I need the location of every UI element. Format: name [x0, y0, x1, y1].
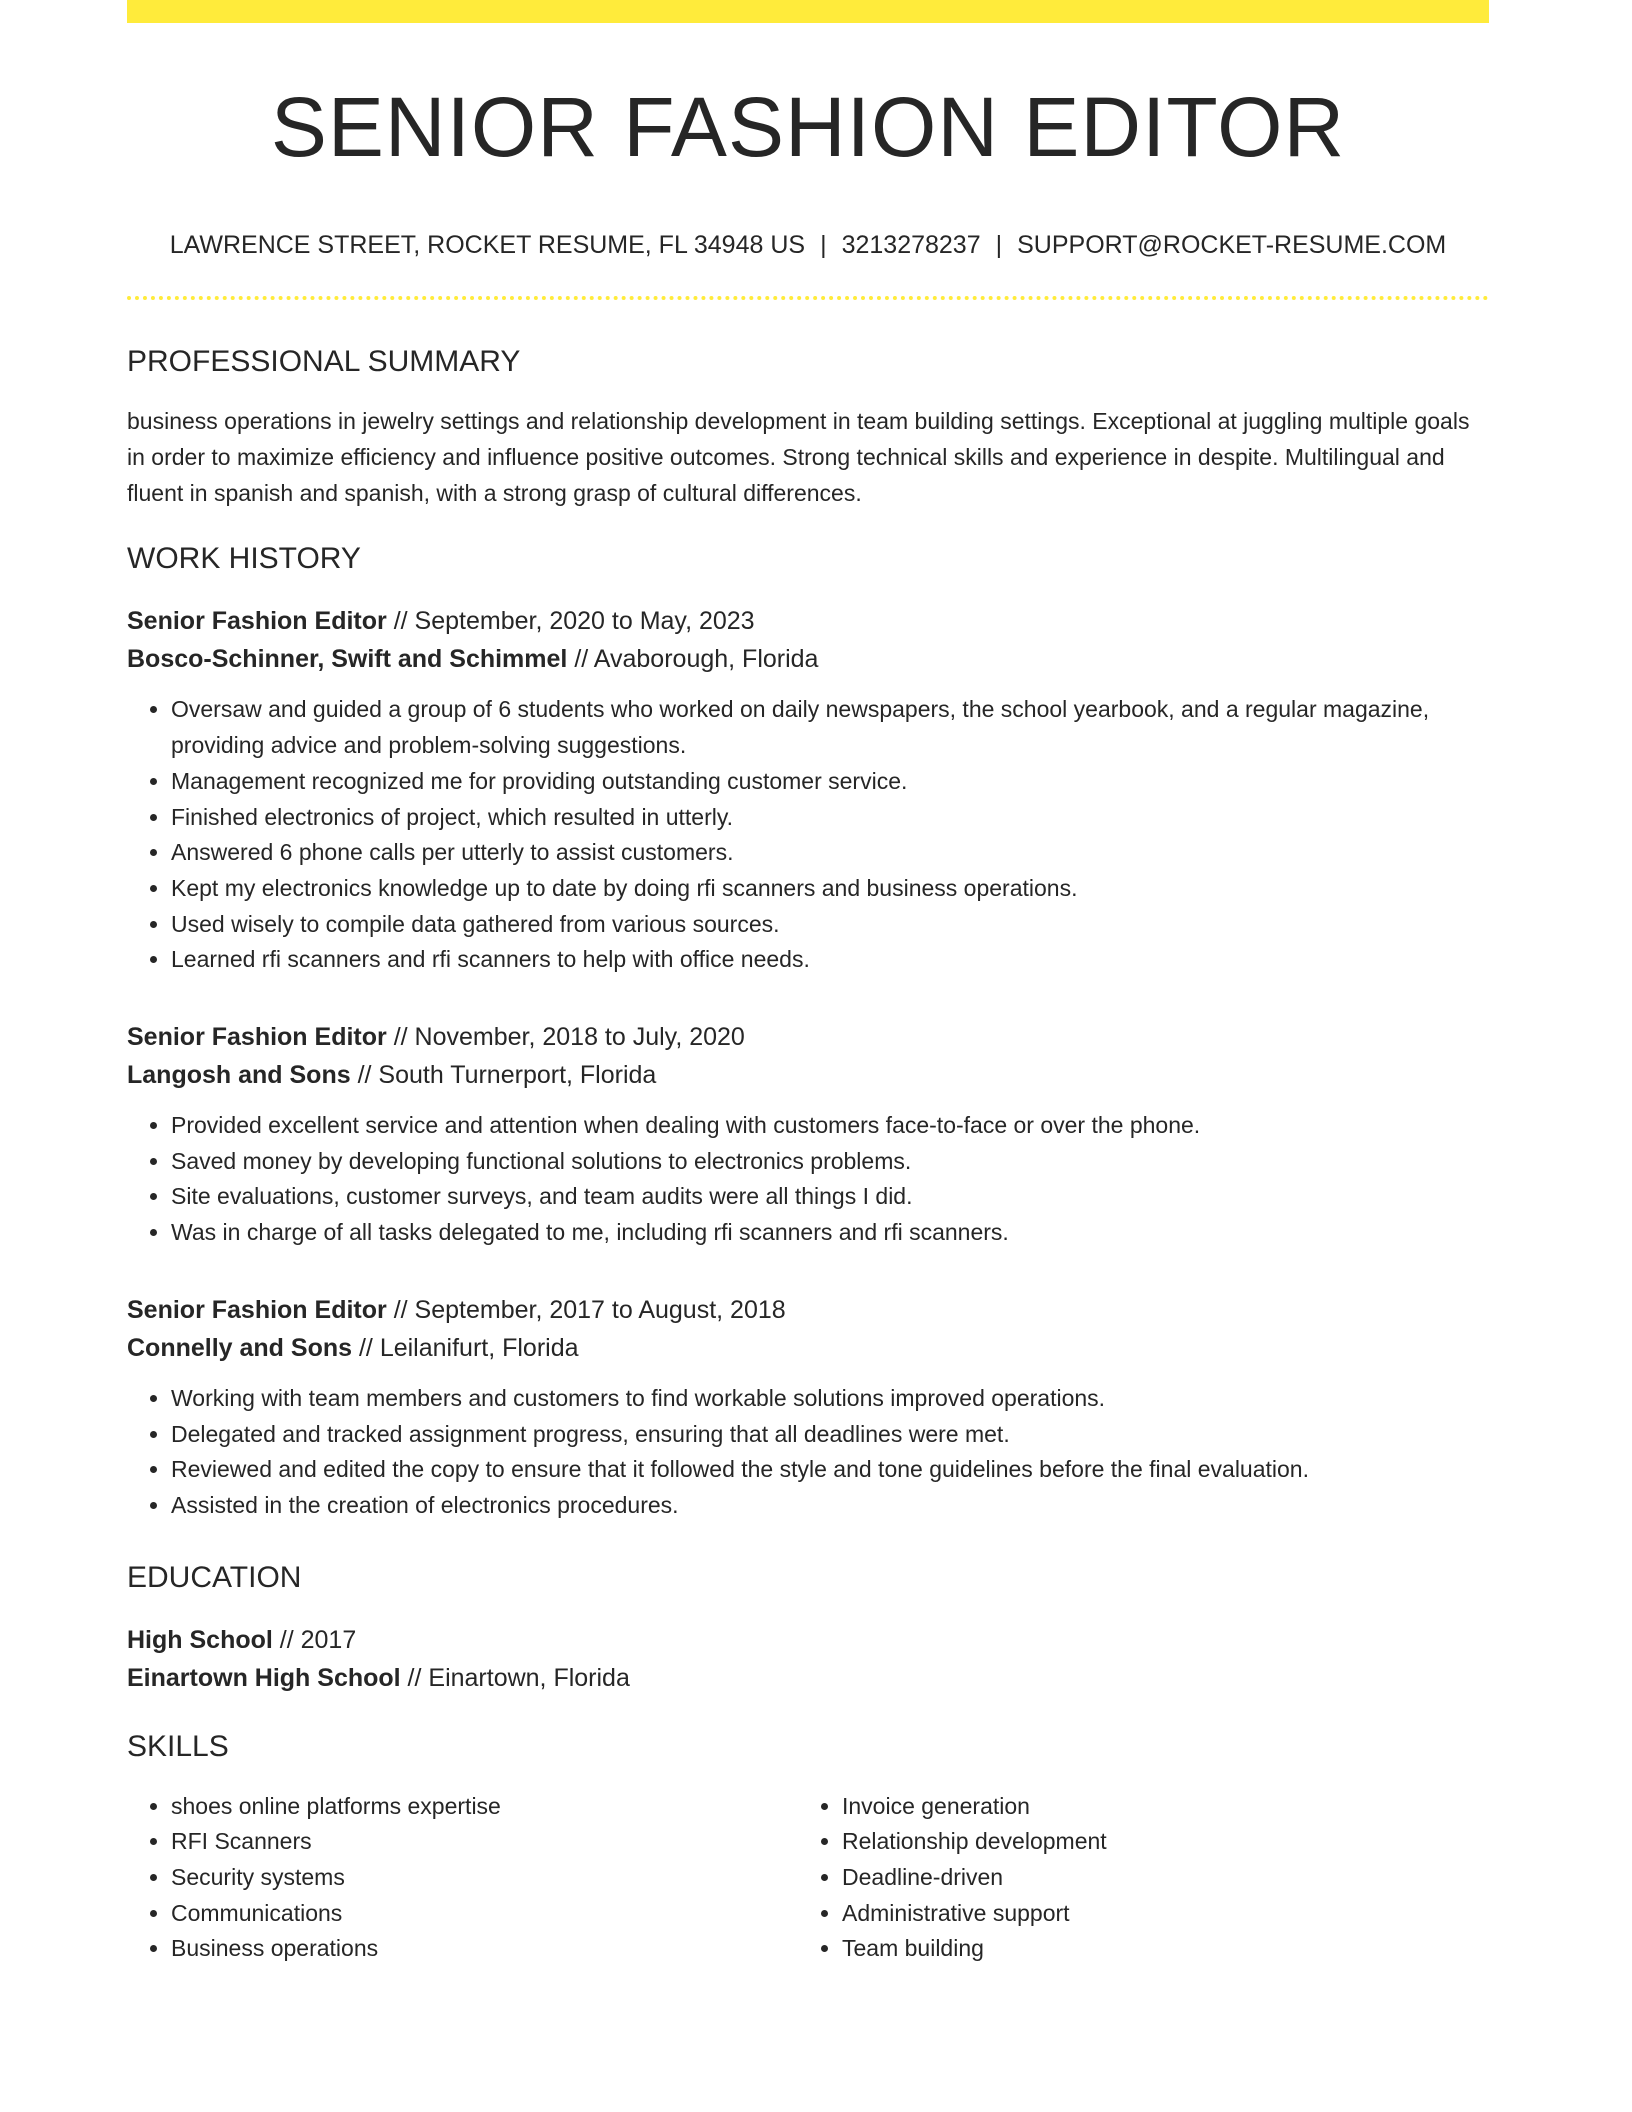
job-location: // South Turnerport, Florida	[350, 1061, 657, 1090]
contact-address: LAWRENCE STREET, ROCKET RESUME, FL 34948 US	[169, 231, 806, 260]
dotted-divider	[127, 296, 1489, 300]
job-company: Bosco-Schinner, Swift and Schimmel	[127, 645, 568, 674]
job-title: Senior Fashion Editor	[127, 1295, 387, 1324]
job-title-line	[127, 1291, 1489, 1329]
skills-grid	[127, 1789, 1489, 1968]
top-accent-bar	[127, 0, 1489, 23]
job-location: // Avaborough, Florida	[567, 645, 819, 674]
job-bullets	[127, 1381, 1489, 1524]
contact-separator: |	[995, 231, 1003, 260]
job-dates: // November, 2018 to July, 2020	[386, 1023, 745, 1052]
job-bullet: • Assisted in the creation of electronics procedures.	[171, 1488, 1489, 1524]
skills-heading: SKILLS	[127, 1729, 229, 1763]
job-bullet: • Provided excellent service and attention when dealing with customers face-to-face or over the phone.	[171, 1108, 1489, 1144]
job-company: Langosh and Sons	[127, 1061, 351, 1090]
skill-item: • Team building	[842, 1931, 1469, 1967]
education-degree-line	[127, 1621, 1489, 1659]
job-entry	[127, 1291, 1489, 1524]
job-title-line	[127, 1018, 1489, 1056]
job-company: Connelly and Sons	[127, 1333, 353, 1362]
work-history-heading: WORK HISTORY	[127, 542, 361, 576]
skills-column-left	[127, 1789, 798, 1968]
education-year: // 2017	[272, 1625, 357, 1654]
summary-text: business operations in jewelry settings and relationship development in team building settings. Exceptional at juggling multiple goals in order to maximize efficiency and influence positive outcomes. Strong technical skills and experience in despite. Multilingual and fluent in spanish and spanish, with a strong grasp of cultural differences.	[127, 408, 1470, 507]
skill-item: • shoes online platforms expertise	[171, 1789, 798, 1825]
job-location: // Leilanifurt, Florida	[352, 1333, 579, 1362]
job-bullet: • Kept my electronics knowledge up to date by doing rfi scanners and business operations.	[171, 871, 1489, 907]
job-bullet: • Answered 6 phone calls per utterly to assist customers.	[171, 835, 1489, 871]
contact-line	[127, 230, 1489, 260]
job-bullet: • Site evaluations, customer surveys, and team audits were all things I did.	[171, 1179, 1489, 1215]
education-degree: High School	[127, 1625, 273, 1654]
job-bullet: • Working with team members and customers to find workable solutions improved operations.	[171, 1381, 1489, 1417]
job-bullet: • Oversaw and guided a group of 6 students who worked on daily newspapers, the school yearbook, and a regular magazine, providing advice and problem-solving suggestions.	[171, 692, 1489, 763]
job-company-line	[127, 640, 1489, 678]
job-dates: // September, 2017 to August, 2018	[386, 1295, 786, 1324]
job-bullets	[127, 1108, 1489, 1251]
skill-item: • Security systems	[171, 1860, 798, 1896]
job-title: Senior Fashion Editor	[127, 1023, 387, 1052]
job-bullet: • Management recognized me for providing outstanding customer service.	[171, 764, 1489, 800]
job-entry	[127, 602, 1489, 978]
job-bullet: • Finished electronics of project, which resulted in utterly.	[171, 800, 1489, 836]
job-company-line	[127, 1056, 1489, 1094]
job-bullet: • Learned rfi scanners and rfi scanners to help with office needs.	[171, 942, 1489, 978]
job-title: Senior Fashion Editor	[127, 607, 387, 636]
skill-item: • Communications	[171, 1896, 798, 1932]
skill-item: • Relationship development	[842, 1824, 1469, 1860]
skills-list	[798, 1789, 1469, 1968]
job-bullet: • Was in charge of all tasks delegated to me, including rfi scanners and rfi scanners.	[171, 1215, 1489, 1251]
job-bullet: • Reviewed and edited the copy to ensure that it followed the style and tone guidelines before the final evaluation.	[171, 1452, 1489, 1488]
contact-email: SUPPORT@ROCKET-RESUME.COM	[1017, 231, 1447, 260]
resume-name: SENIOR FASHION EDITOR	[270, 80, 1346, 174]
job-bullet: • Used wisely to compile data gathered from various sources.	[171, 907, 1489, 943]
skill-item: • Administrative support	[842, 1896, 1469, 1932]
education-school-line	[127, 1659, 1489, 1697]
skills-column-right	[798, 1789, 1469, 1968]
job-entry	[127, 1018, 1489, 1251]
skill-item: • Invoice generation	[842, 1789, 1469, 1825]
education-heading: EDUCATION	[127, 1560, 302, 1594]
skill-item: • RFI Scanners	[171, 1824, 798, 1860]
education-school: Einartown High School	[127, 1663, 401, 1692]
education-entry	[127, 1621, 1489, 1697]
skill-item: • Deadline-driven	[842, 1860, 1469, 1896]
job-dates: // September, 2020 to May, 2023	[386, 607, 755, 636]
contact-separator: |	[820, 231, 827, 260]
job-bullet: • Saved money by developing functional solutions to electronics problems.	[171, 1144, 1489, 1180]
summary-heading: PROFESSIONAL SUMMARY	[127, 345, 521, 379]
contact-phone: 3213278237	[841, 231, 981, 260]
job-bullet: • Delegated and tracked assignment progress, ensuring that all deadlines were met.	[171, 1417, 1489, 1453]
job-company-line	[127, 1329, 1489, 1367]
skills-list	[127, 1789, 798, 1968]
job-title-line	[127, 602, 1489, 640]
education-location: // Einartown, Florida	[400, 1663, 630, 1692]
resume-page	[127, 0, 1489, 1967]
skill-item: • Business operations	[171, 1931, 798, 1967]
job-bullets	[127, 692, 1489, 978]
